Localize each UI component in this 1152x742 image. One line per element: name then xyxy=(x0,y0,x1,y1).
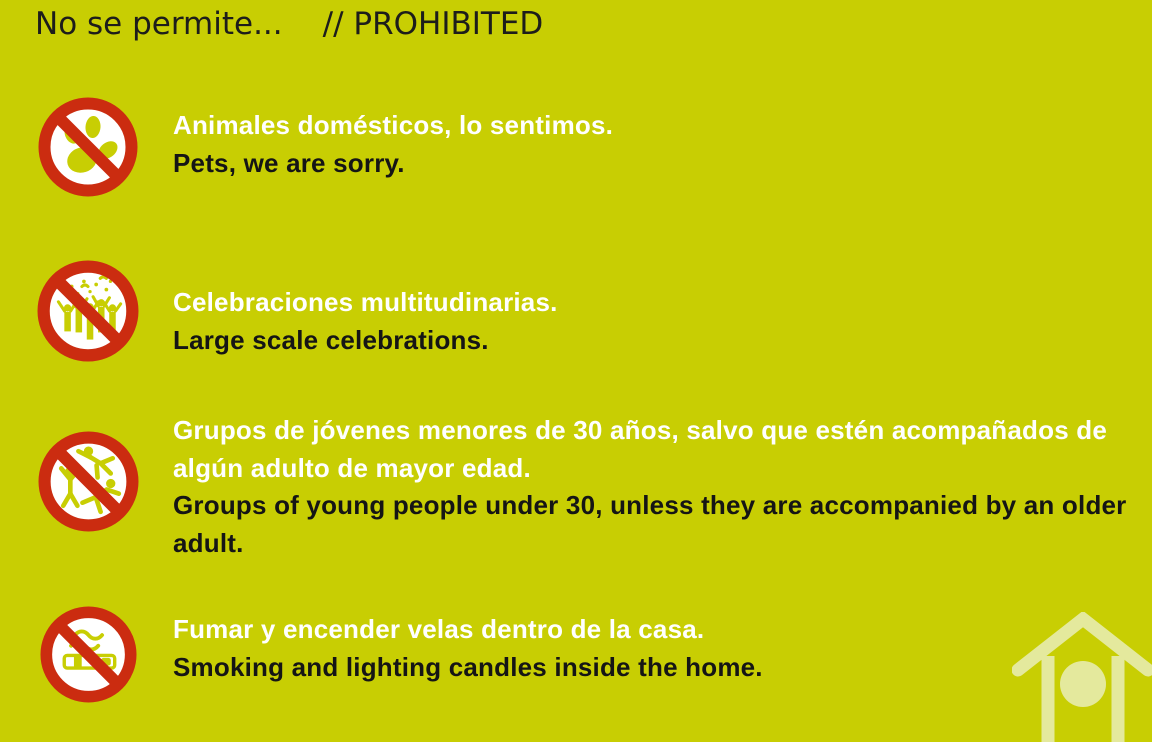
rule-youth-groups xyxy=(173,412,1141,562)
page-title xyxy=(35,2,543,46)
page-title-en: // PROHIBITED xyxy=(322,6,544,42)
house-icon xyxy=(1012,612,1152,742)
page-title-es: No se permite... xyxy=(35,6,283,42)
rule-celebrations-en: Large scale celebrations. xyxy=(173,324,489,355)
rule-celebrations-es: Celebraciones multitudinarias. xyxy=(173,287,558,317)
no-celebrations-icon xyxy=(37,260,139,362)
no-smoking-icon xyxy=(40,606,137,703)
rule-youth-groups-en: Groups of young people under 30, unless they are accompanied by an older adult. xyxy=(173,490,1127,558)
rule-pets xyxy=(173,107,1141,182)
rule-smoking-en: Smoking and lighting candles inside the home. xyxy=(173,651,763,682)
rule-smoking xyxy=(173,611,1141,686)
rule-smoking-es: Fumar y encender velas dentro de la casa. xyxy=(173,614,705,644)
no-pets-icon xyxy=(38,97,138,197)
rule-celebrations xyxy=(173,284,1141,359)
rule-youth-groups-es: Grupos de jóvenes menores de 30 años, salvo que estén acompañados de algún adulto de mayor edad. xyxy=(173,415,1108,483)
no-youth-groups-icon xyxy=(38,431,139,532)
rule-pets-es: Animales domésticos, lo sentimos. xyxy=(173,110,614,140)
rule-pets-en: Pets, we are sorry. xyxy=(173,147,405,178)
